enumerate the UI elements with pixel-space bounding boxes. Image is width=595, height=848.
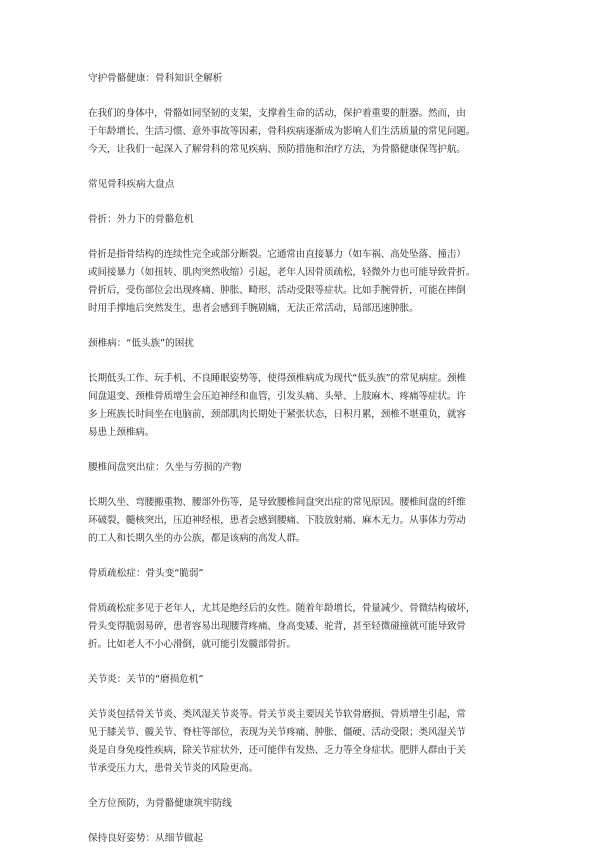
paragraph-line: 炎是自身免疫性疾病，除关节症状外，还可能伴有发热、乏力等全身症状。肥胖人群由于关 (88, 745, 466, 756)
section-heading-prevention: 全方位预防，为骨骼健康筑牢防线 (88, 798, 232, 809)
paragraph-line: 折。比如老人不小心滑倒，就可能引发髋部骨折。 (88, 639, 296, 650)
section-heading-common-diseases: 常见骨科疾病大盘点 (88, 179, 175, 190)
subheading-posture: 保持良好姿势：从细节做起 (88, 833, 204, 844)
subheading-osteoporosis: 骨质疏松症：骨头变“脆弱” (88, 568, 204, 579)
paragraph-line: 的工人和长期久坐的办公族，都是该病的高发人群。 (88, 533, 306, 544)
subheading-cervical: 颈椎病：“低头族”的困扰 (88, 338, 194, 349)
paragraph-line: 关节炎包括骨关节炎、类风湿关节炎等。骨关节炎主要因关节软骨磨损、骨质增生引起，常 (88, 709, 466, 720)
paragraph-line: 长期久坐、弯腰搬重物、腰部外伤等，是导致腰椎间盘突出症的常见原因。腰椎间盘的纤维 (88, 497, 466, 508)
paragraph-line: 在我们的身体中，骨骼如同坚韧的支架，支撑着生命的活动，保护着重要的脏器。然而，由 (88, 108, 466, 119)
paragraph-line: 见于膝关节、髋关节、脊柱等部位，表现为关节疼痛、肿胀、僵硬、活动受限；类风湿关节 (88, 727, 466, 738)
intro-paragraph (88, 105, 507, 159)
cervical-paragraph (88, 370, 507, 442)
subheading-lumbar: 腰椎间盘突出症：久坐与劳损的产物 (88, 462, 242, 473)
lumbar-paragraph (88, 494, 507, 548)
paragraph-line: 节承受压力大，患骨关节炎的风险更高。 (88, 763, 258, 774)
osteoporosis-paragraph (88, 600, 507, 654)
paragraph-line: 于年龄增长、生活习惯、意外事故等因素，骨科疾病逐渐成为影响人们生活质量的常见问题。 (88, 126, 476, 137)
paragraph-line: 环破裂，髓核突出，压迫神经根，患者会感到腰痛、下肢放射痛、麻木无力。从事体力劳动 (88, 515, 466, 526)
subheading-arthritis: 关节炎：关节的“磨损危机” (88, 674, 204, 685)
paragraph-line: 多上班族长时间坐在电脑前，颈部肌肉长期处于紧张状态，日积月累，颈椎不堪重负，就容 (88, 409, 466, 420)
paragraph-line: 间盘退变、颈椎骨质增生会压迫神经和血管，引发头痛、头晕、上肢麻木、疼痛等症状。许 (88, 391, 466, 402)
paragraph-line: 时用手撑地后突然发生，患者会感到手腕剧痛，无法正常活动，局部迅速肿胀。 (88, 303, 419, 314)
arthritis-paragraph (88, 706, 507, 778)
fracture-paragraph (88, 246, 507, 318)
paragraph-line: 骨头变得脆弱易碎，患者容易出现腰背疼痛、身高变矮、驼背，甚至轻微碰撞就可能导致骨 (88, 621, 466, 632)
paragraph-line: 长期低头工作、玩手机、不良睡眠姿势等，使得颈椎病成为现代“低头族”的常见病症。颈椎 (88, 373, 466, 384)
paragraph-line: 或间接暴力（如扭转、肌肉突然收缩）引起，老年人因骨质疏松，轻微外力也可能导致骨折。 (88, 267, 476, 278)
subheading-fracture: 骨折：外力下的骨骼危机 (88, 214, 194, 225)
paragraph-line: 骨质疏松症多见于老年人，尤其是绝经后的女性。随着年龄增长，骨量减少、骨微结构破坏， (88, 603, 476, 614)
paragraph-line: 易患上颈椎病。 (88, 427, 155, 438)
document-title: 守护骨骼健康：骨科知识全解析 (88, 73, 223, 84)
paragraph-line: 骨折是指骨结构的连续性完全或部分断裂。它通常由直接暴力（如车祸、高处坠落、撞击） (88, 249, 466, 260)
paragraph-line: 今天，让我们一起深入了解骨科的常见疾病、预防措施和治疗方法，为骨骼健康保驾护航。 (88, 144, 466, 155)
paragraph-line: 骨折后，受伤部位会出现疼痛、肿胀、畸形、活动受限等症状。比如手腕骨折，可能在摔倒 (88, 285, 466, 296)
